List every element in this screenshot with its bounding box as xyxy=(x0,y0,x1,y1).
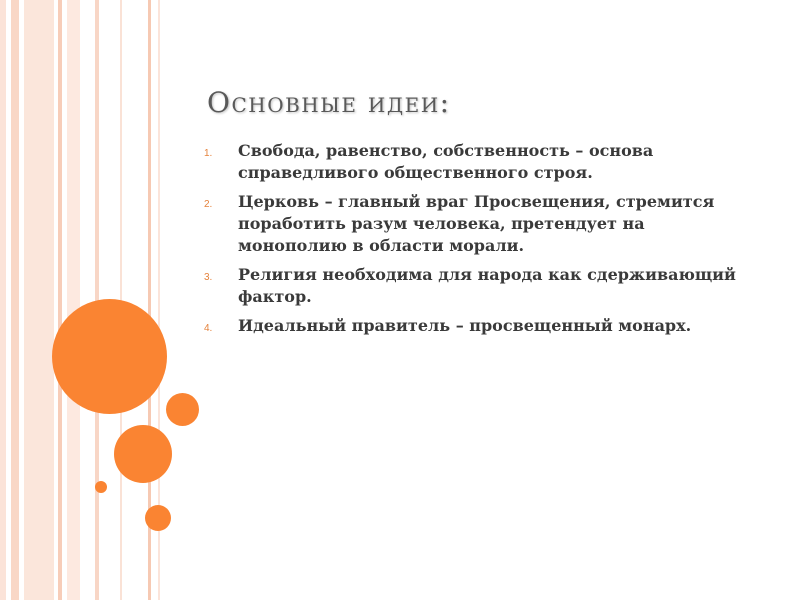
decor-stripe xyxy=(0,0,6,600)
decor-circle-small xyxy=(145,505,171,531)
decor-circle-large xyxy=(52,299,167,414)
list-item xyxy=(204,264,744,308)
list-item-text: Свобода, равенство, собственность – основа справедливого общественного строя. xyxy=(238,141,654,182)
decor-circle-tiny xyxy=(95,481,107,493)
slide-title: Основные идеи: xyxy=(207,86,451,119)
list-number: 4. xyxy=(204,323,213,334)
list-number: 1. xyxy=(204,148,213,159)
decor-stripe xyxy=(24,0,54,600)
list-item xyxy=(204,140,744,184)
decor-stripe xyxy=(67,0,80,600)
list-item-text: Религия необходима для народа как сдерживающий фактор. xyxy=(238,265,736,306)
list-item xyxy=(204,191,744,257)
list-item-text: Церковь – главный враг Просвещения, стремится поработить разум человека, претендует на монополию в области морали. xyxy=(238,192,715,255)
idea-list xyxy=(204,140,744,344)
list-item-text: Идеальный правитель – просвещенный монарх. xyxy=(238,316,692,335)
decor-circle-medium xyxy=(114,425,172,483)
decor-circle-small xyxy=(166,393,199,426)
list-number: 3. xyxy=(204,272,213,283)
decor-stripe xyxy=(11,0,19,600)
decor-stripe xyxy=(58,0,62,600)
list-number: 2. xyxy=(204,199,213,210)
list-item xyxy=(204,315,744,337)
